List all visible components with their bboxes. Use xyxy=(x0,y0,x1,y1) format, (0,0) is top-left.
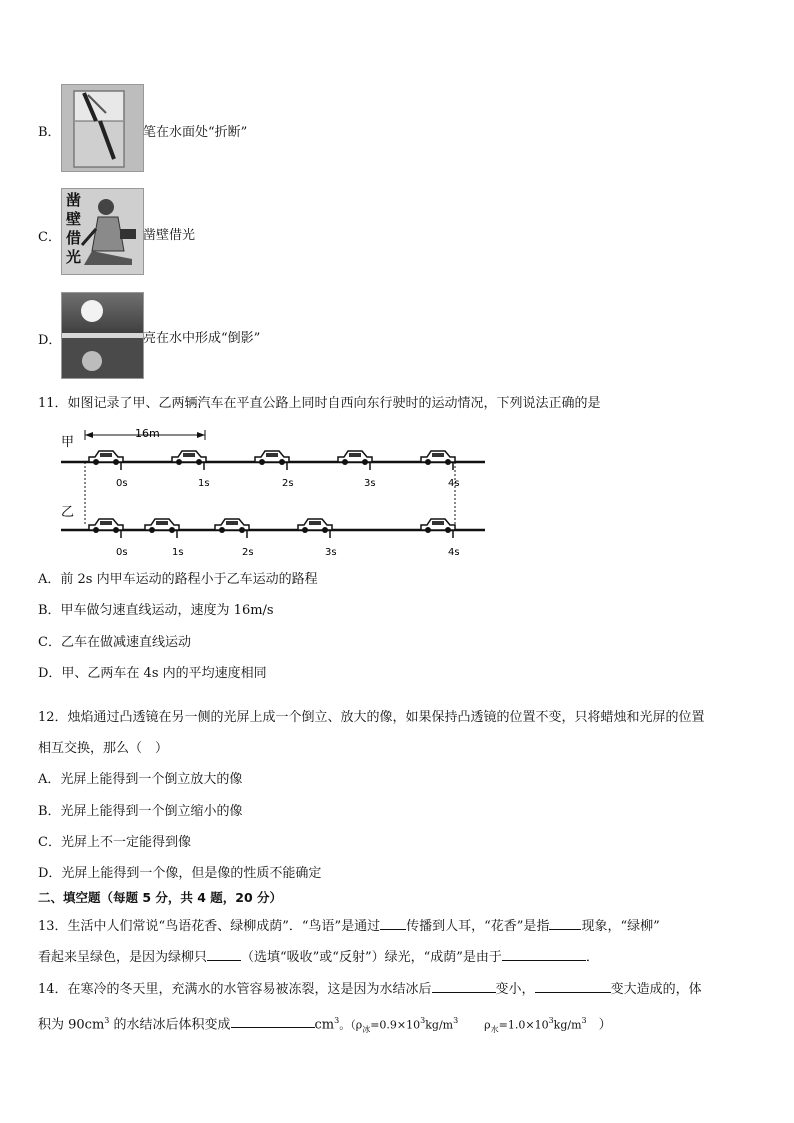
q13-blank-4[interactable] xyxy=(502,948,586,961)
q14-text: 变小， xyxy=(495,982,535,997)
q14-text: kg/m xyxy=(425,1018,454,1032)
section-heading: 二、填空题（每题 5 分，共 4 题，20 分） xyxy=(38,890,283,905)
car-a-tick-label: 3s xyxy=(364,478,376,489)
q14-text: kg/m xyxy=(553,1018,582,1032)
option-letter: D． xyxy=(38,333,62,348)
car-b-tick-label: 3s xyxy=(325,547,337,558)
question-14-line2 xyxy=(38,1012,612,1039)
car-a-tick-label: 2s xyxy=(282,478,294,489)
q14-text: 变大造成的，体 xyxy=(610,982,702,997)
caption-char: 凿 xyxy=(66,191,82,209)
subscript: 冰 xyxy=(362,1024,371,1034)
q13-text: 看起来呈绿色，是因为绿柳只 xyxy=(38,950,208,965)
q11-option-b[interactable]: B．甲车做匀速直线运动，速度为 16m/s xyxy=(38,603,274,618)
q14-blank-3[interactable] xyxy=(231,1015,315,1028)
pencil-in-water-image xyxy=(61,84,144,172)
q13-text: 现象，“绿柳” xyxy=(581,919,660,934)
car-a-tick-label: 1s xyxy=(198,478,210,489)
q13-text: 13．生活中人们常说“鸟语花香、绿柳成荫”．“鸟语”是通过 xyxy=(38,919,381,934)
moon-reflection-image xyxy=(61,292,144,379)
car-b-label: 乙 xyxy=(61,505,75,520)
q11-option-c[interactable]: C．乙车在做减速直线运动 xyxy=(38,635,191,650)
q14-blank-2[interactable] xyxy=(535,980,611,993)
q14-text: 积为 90cm xyxy=(38,1017,105,1033)
option-text: 亮在水中形成“倒影” xyxy=(143,331,261,346)
option-text: 笔在水面处“折断” xyxy=(143,125,248,140)
superscript: 3 xyxy=(581,1016,587,1025)
q12-option-a[interactable]: A．光屏上能得到一个倒立放大的像 xyxy=(38,772,243,787)
question-14-line1 xyxy=(38,980,702,999)
distance-label: 16m xyxy=(135,427,160,440)
option-text: 凿壁借光 xyxy=(143,228,196,243)
q13-blank-3[interactable] xyxy=(207,948,241,961)
superscript: 3 xyxy=(453,1016,459,1025)
q13-text: 传播到人耳，“花香”是指 xyxy=(406,919,550,934)
q12-option-d[interactable]: D．光屏上能得到一个像，但是像的性质不能确定 xyxy=(38,866,322,881)
q14-text: =1.0×10 xyxy=(498,1018,549,1032)
subscript: 水 xyxy=(490,1024,499,1034)
question-12-stem-line1: 12．烛焰通过凸透镜在另一侧的光屏上成一个倒立、放大的像，如果保持凸透镜的位置不变，只将蜡烛和光屏的位置 xyxy=(38,710,705,725)
q13-text: ． xyxy=(585,950,599,965)
q14-text: ） xyxy=(598,1017,612,1033)
q12-option-c[interactable]: C．光屏上不一定能得到像 xyxy=(38,835,191,850)
question-12-stem-line2: 相互交换，那么（ ） xyxy=(38,741,169,756)
q14-text: 14．在寒冷的冬天里，充满水的水管容易被冻裂，这是因为水结冰后 xyxy=(38,982,432,997)
q14-text: 。（ρ xyxy=(339,1018,363,1032)
q14-blank-1[interactable] xyxy=(432,980,496,993)
q12-option-b[interactable]: B．光屏上能得到一个倒立缩小的像 xyxy=(38,804,243,819)
q14-text: =0.9×10 xyxy=(370,1018,421,1032)
superscript: 3 xyxy=(420,1016,426,1025)
superscript: 3 xyxy=(548,1016,554,1025)
car-b-tick-label: 0s xyxy=(116,547,128,558)
superscript: 3 xyxy=(104,1016,110,1025)
q14-text: cm xyxy=(314,1017,335,1033)
question-11-stem: 11．如图记录了甲、乙两辆汽车在平直公路上同时自西向东行驶时的运动情况，下列说法正确的是 xyxy=(38,396,601,411)
car-a-tick-label: 4s xyxy=(448,478,460,489)
car-motion-diagram xyxy=(55,424,495,562)
option-letter: B． xyxy=(38,125,61,140)
q11-option-a[interactable]: A．前 2s 内甲车运动的路程小于乙车运动的路程 xyxy=(38,572,318,587)
car-b-tick-label: 4s xyxy=(448,547,460,558)
superscript: 3 xyxy=(334,1016,340,1025)
q13-blank-1[interactable] xyxy=(380,917,406,930)
q13-blank-2[interactable] xyxy=(549,917,581,930)
question-13-line1 xyxy=(38,917,660,936)
car-b-tick-label: 1s xyxy=(172,547,184,558)
q14-text: 的水结冰后体积变成 xyxy=(109,1017,231,1033)
question-13-line2 xyxy=(38,948,599,967)
car-a-label: 甲 xyxy=(61,435,75,450)
q13-text: （选填“吸收”或“反射”）绿光，“成荫”是由于 xyxy=(241,950,502,965)
q14-text: ρ xyxy=(484,1018,491,1032)
caption-char: 光 xyxy=(66,248,82,266)
car-b-tick-label: 2s xyxy=(242,547,254,558)
option-letter: C． xyxy=(38,230,61,245)
caption-char: 壁 xyxy=(66,210,82,228)
car-a-tick-label: 0s xyxy=(116,478,128,489)
chisel-wall-image xyxy=(61,188,144,275)
caption-char: 借 xyxy=(66,229,82,247)
q11-option-d[interactable]: D．甲、乙两车在 4s 内的平均速度相同 xyxy=(38,666,267,681)
